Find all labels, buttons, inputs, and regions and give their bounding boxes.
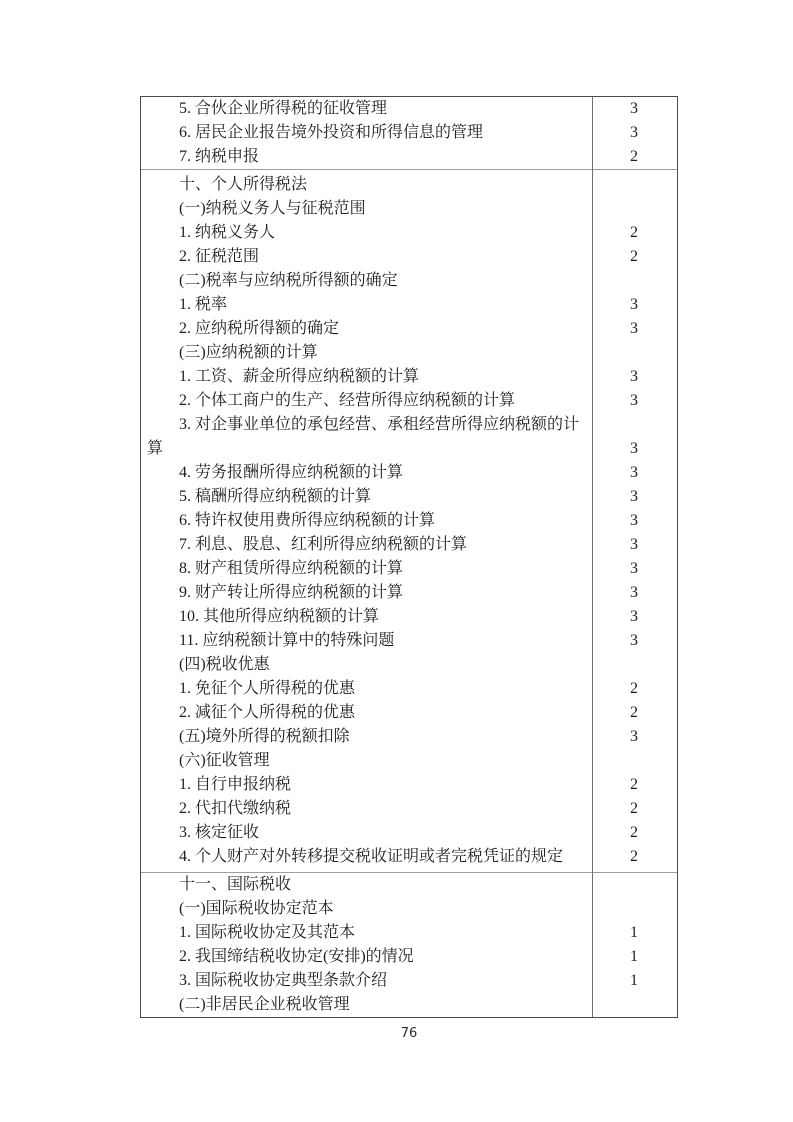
table-section <box>141 170 677 873</box>
hours-value: 3 <box>630 632 638 649</box>
toc-row-title: 10. 其他所得应纳税额的计算 <box>179 608 380 625</box>
toc-row-hours-cell <box>591 269 677 293</box>
toc-row <box>141 773 677 797</box>
toc-row <box>141 725 677 749</box>
toc-row-title: 3. 国际税收协定典型条款介绍 <box>179 972 388 989</box>
toc-row-hours-cell <box>591 677 677 701</box>
hours-value: 3 <box>630 608 638 625</box>
toc-row <box>141 461 677 485</box>
toc-row-title: 1. 纳税义务人 <box>179 224 276 241</box>
toc-row-hours-cell <box>591 509 677 533</box>
hours-value: 3 <box>630 100 638 117</box>
toc-row-title: 6. 居民企业报告境外投资和所得信息的管理 <box>179 124 484 141</box>
toc-row <box>141 945 677 969</box>
toc-row <box>141 245 677 269</box>
toc-row-title: 2. 我国缔结税收协定(安排)的情况 <box>179 948 414 965</box>
toc-row-title: 7. 纳税申报 <box>179 148 260 165</box>
toc-row <box>141 145 677 169</box>
hours-value: 3 <box>630 392 638 409</box>
hours-value: 3 <box>630 320 638 337</box>
toc-row-title: (二)税率与应纳税所得额的确定 <box>179 272 398 289</box>
hours-value: 1 <box>630 972 638 989</box>
toc-row-title: (一)纳税义务人与征税范围 <box>179 200 366 217</box>
hours-value: 3 <box>630 124 638 141</box>
toc-row-title: (三)应纳税额的计算 <box>179 344 318 361</box>
toc-row <box>141 969 677 993</box>
hours-value: 2 <box>630 680 638 697</box>
toc-row-title: 十、个人所得税法 <box>179 176 308 193</box>
hours-value: 2 <box>630 848 638 865</box>
hours-value: 2 <box>630 824 638 841</box>
toc-row-hours-cell <box>591 773 677 797</box>
toc-row-hours-cell <box>591 921 677 945</box>
toc-row <box>141 605 677 629</box>
toc-row <box>141 993 677 1017</box>
toc-row-hours-cell <box>591 629 677 653</box>
toc-row <box>141 509 677 533</box>
toc-row-hours-cell <box>591 557 677 581</box>
toc-row-hours-cell <box>591 461 677 485</box>
toc-row <box>141 173 677 197</box>
toc-row-title: 2. 个体工商户的生产、经营所得应纳税额的计算 <box>179 392 516 409</box>
toc-row <box>141 557 677 581</box>
toc-row-title: 1. 国际税收协定及其范本 <box>179 924 356 941</box>
toc-row <box>141 581 677 605</box>
hours-value: 3 <box>630 536 638 553</box>
toc-row-hours-cell <box>591 605 677 629</box>
toc-row-hours-cell <box>591 317 677 341</box>
hours-value: 3 <box>630 560 638 577</box>
hours-value: 3 <box>630 728 638 745</box>
toc-row-title: 1. 自行申报纳税 <box>179 776 292 793</box>
toc-row-hours-cell <box>591 293 677 317</box>
toc-row-hours-cell <box>591 197 677 221</box>
toc-row-title: 3. 对企事业单位的承包经营、承租经营所得应纳税额的计算 <box>147 416 580 457</box>
toc-row <box>141 413 677 461</box>
toc-row <box>141 653 677 677</box>
toc-row-title: 4. 劳务报酬所得应纳税额的计算 <box>179 464 404 481</box>
toc-row-hours-cell <box>591 533 677 557</box>
toc-row-title: 9. 财产转让所得应纳税额的计算 <box>179 584 404 601</box>
toc-row <box>141 341 677 365</box>
toc-row-title: 十一、国际税收 <box>179 876 292 893</box>
toc-row <box>141 293 677 317</box>
toc-row-title: 5. 稿酬所得应纳税额的计算 <box>179 488 372 505</box>
toc-row <box>141 97 677 121</box>
toc-row-hours-cell <box>591 725 677 749</box>
hours-value: 2 <box>630 800 638 817</box>
toc-row-hours-cell <box>591 145 677 169</box>
hours-value: 3 <box>630 584 638 601</box>
toc-row <box>141 677 677 701</box>
toc-row-title: 5. 合伙企业所得税的征收管理 <box>179 100 388 117</box>
toc-row <box>141 389 677 413</box>
toc-row-title: 2. 减征个人所得税的优惠 <box>179 704 356 721</box>
hours-value: 1 <box>630 924 638 941</box>
toc-row-title: 6. 特许权使用费所得应纳税额的计算 <box>179 512 436 529</box>
toc-row-hours-cell <box>591 413 677 461</box>
hours-value: 3 <box>630 296 638 313</box>
toc-row-hours-cell <box>591 821 677 845</box>
toc-row <box>141 921 677 945</box>
toc-row-title: 8. 财产租赁所得应纳税额的计算 <box>179 560 404 577</box>
toc-row-hours-cell <box>591 485 677 509</box>
toc-row-title: 2. 代扣代缴纳税 <box>179 800 292 817</box>
toc-row <box>141 269 677 293</box>
hours-value: 3 <box>630 368 638 385</box>
toc-row-title: 1. 税率 <box>179 296 228 313</box>
toc-row <box>141 897 677 921</box>
hours-value: 3 <box>630 440 638 457</box>
toc-row <box>141 121 677 145</box>
hours-value: 2 <box>630 704 638 721</box>
toc-row-hours-cell <box>591 945 677 969</box>
toc-row-hours-cell <box>591 749 677 773</box>
toc-row-title: 7. 利息、股息、红利所得应纳税额的计算 <box>179 536 468 553</box>
toc-row <box>141 873 677 897</box>
toc-row-hours-cell <box>591 653 677 677</box>
toc-row <box>141 701 677 725</box>
toc-row-hours-cell <box>591 581 677 605</box>
toc-row-hours-cell <box>591 797 677 821</box>
toc-row-hours-cell <box>591 173 677 197</box>
hours-value: 1 <box>630 948 638 965</box>
toc-row <box>141 845 677 869</box>
toc-row-hours-cell <box>591 389 677 413</box>
table-section <box>141 873 677 1017</box>
toc-row <box>141 821 677 845</box>
toc-row-title: (六)征收管理 <box>179 752 270 769</box>
toc-row-hours-cell <box>591 97 677 121</box>
table-column-divider <box>592 97 593 1017</box>
hours-value: 3 <box>630 464 638 481</box>
toc-row-title: (五)境外所得的税额扣除 <box>179 728 350 745</box>
toc-row-title: 3. 核定征收 <box>179 824 260 841</box>
hours-value: 3 <box>630 512 638 529</box>
toc-row <box>141 533 677 557</box>
table-section <box>141 97 677 170</box>
toc-row-hours-cell <box>591 341 677 365</box>
toc-row <box>141 629 677 653</box>
toc-row <box>141 485 677 509</box>
syllabus-table <box>140 96 678 1018</box>
toc-row-hours-cell <box>591 993 677 1017</box>
toc-row-title: (四)税收优惠 <box>179 656 270 673</box>
page-number: 76 <box>400 1026 418 1041</box>
toc-row-hours-cell <box>591 365 677 389</box>
toc-row-hours-cell <box>591 873 677 897</box>
hours-value: 3 <box>630 488 638 505</box>
toc-row-hours-cell <box>591 701 677 725</box>
toc-row <box>141 797 677 821</box>
toc-row-hours-cell <box>591 897 677 921</box>
toc-row <box>141 365 677 389</box>
toc-row-hours-cell <box>591 845 677 869</box>
toc-row <box>141 317 677 341</box>
toc-row-title: (二)非居民企业税收管理 <box>179 996 350 1013</box>
hours-value: 2 <box>630 148 638 165</box>
toc-row-title: 11. 应纳税额计算中的特殊问题 <box>179 632 395 649</box>
toc-row-hours-cell <box>591 221 677 245</box>
hours-value: 2 <box>630 776 638 793</box>
toc-row-title: 1. 免征个人所得税的优惠 <box>179 680 356 697</box>
toc-row-hours-cell <box>591 121 677 145</box>
toc-row-title: (一)国际税收协定范本 <box>179 900 334 917</box>
toc-row-title: 1. 工资、薪金所得应纳税额的计算 <box>179 368 420 385</box>
toc-row <box>141 221 677 245</box>
toc-row <box>141 749 677 773</box>
toc-row-title: 2. 征税范围 <box>179 248 260 265</box>
toc-row-hours-cell <box>591 245 677 269</box>
toc-row-title: 2. 应纳税所得额的确定 <box>179 320 340 337</box>
toc-row <box>141 197 677 221</box>
hours-value: 2 <box>630 248 638 265</box>
toc-row-hours-cell <box>591 969 677 993</box>
toc-row-title: 4. 个人财产对外转移提交税收证明或者完税凭证的规定 <box>179 848 564 865</box>
hours-value: 2 <box>630 224 638 241</box>
